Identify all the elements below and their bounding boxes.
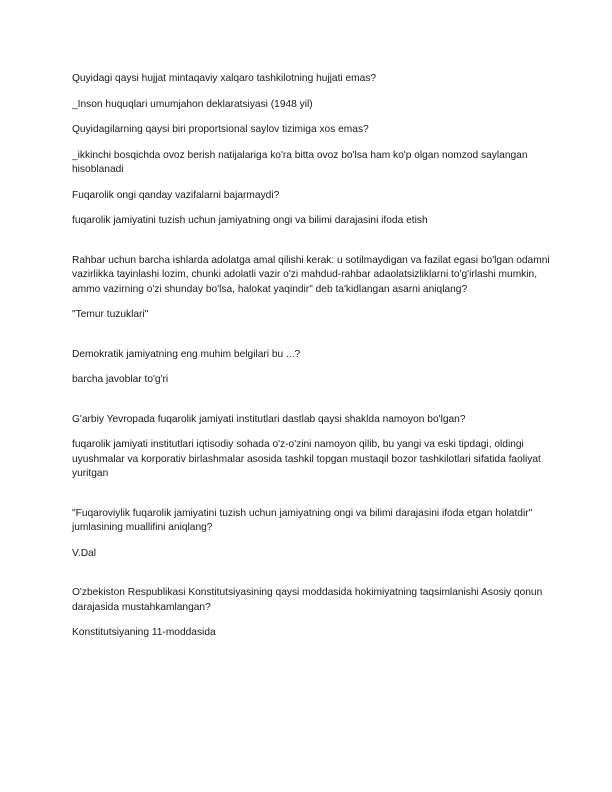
document-body xyxy=(72,72,550,652)
question-text: Rahbar uchun barcha ishlarda adolatga amal qilishi kerak: u sotilmaydigan va fazilat egasi bo'lgan odamni vazirlikka tayinlashi lozim, chunki adolatli vazir o'zi mahdud-rahbar adaolatsizliklarni to'g'irlashi mumkin, ammo vazirning o'zi shunday bo'lsa, halokat yaqindir" deb ta'kidlangan asarni aniqlang? xyxy=(72,254,550,295)
question-text: Quyidagilarning qaysi biri proportsional saylov tizimiga xos emas? xyxy=(72,124,369,135)
answer-text: _ikkinchi bosqichda ovoz berish natijalariga ko'ra bitta ovoz bo'lsa ham ko'p olgan nomzod saylangan hisoblanadi xyxy=(72,149,528,175)
answer-text: Konstitutsiyaning 11-moddasida xyxy=(72,627,216,638)
answer-text: V.Dal xyxy=(72,547,96,559)
paragraph-gap xyxy=(72,240,550,254)
question-text: O'zbekiston Respublikasi Konstitutsiyasining qaysi moddasida hokimiyatning taqsimlanishi Asosiy qonun darajasida mustahkamlangan? xyxy=(72,587,543,613)
question-text: G'arbiy Yevropada fuqarolik jamiyati institutlari dastlab qaysi shaklda namoyon bo'lgan? xyxy=(72,413,466,425)
question-text: "Fuqaroviylik fuqarolik jamiyatini tuzish uchun jamiyatning ongi va bilimi darajasini ifoda etgan holatdir" jumlasining muallifini aniqlang? xyxy=(72,507,533,533)
question-text: Fuqarolik ongi qanday vazifalarni bajarmaydi? xyxy=(72,189,280,201)
answer-text: fuqarolik jamiyatini tuzish uchun jamiyatning ongi va bilimi darajasini ifoda etish xyxy=(72,215,428,226)
paragraph-gap xyxy=(72,399,550,413)
answer-text: "Temur tuzuklari" xyxy=(72,309,149,320)
answer-text: fuqarolik jamiyati institutlari iqtisodiy sohada o'z-o'zini namoyon qilib, bu yangi va eski tipdagi, oldingi uyushmalar va korporativ birlashmalar asosida tashkil topgan mustaqil bozor tashkilotlari sifatida faoliyat yuritgan xyxy=(72,439,541,479)
question-text: Quyidagi qaysi hujjat mintaqaviy xalqaro tashkilotning hujjati emas? xyxy=(72,73,377,84)
paragraph-gap xyxy=(72,572,550,586)
paragraph-gap xyxy=(72,334,550,348)
answer-text: _Inson huquqlari umumjahon deklaratsiyasi (1948 yil) xyxy=(72,98,313,110)
paragraph-gap xyxy=(72,493,550,507)
answer-text: barcha javoblar to'g'ri xyxy=(72,374,169,385)
question-text: Demokratik jamiyatning eng muhim belgilari bu ...? xyxy=(72,348,301,360)
